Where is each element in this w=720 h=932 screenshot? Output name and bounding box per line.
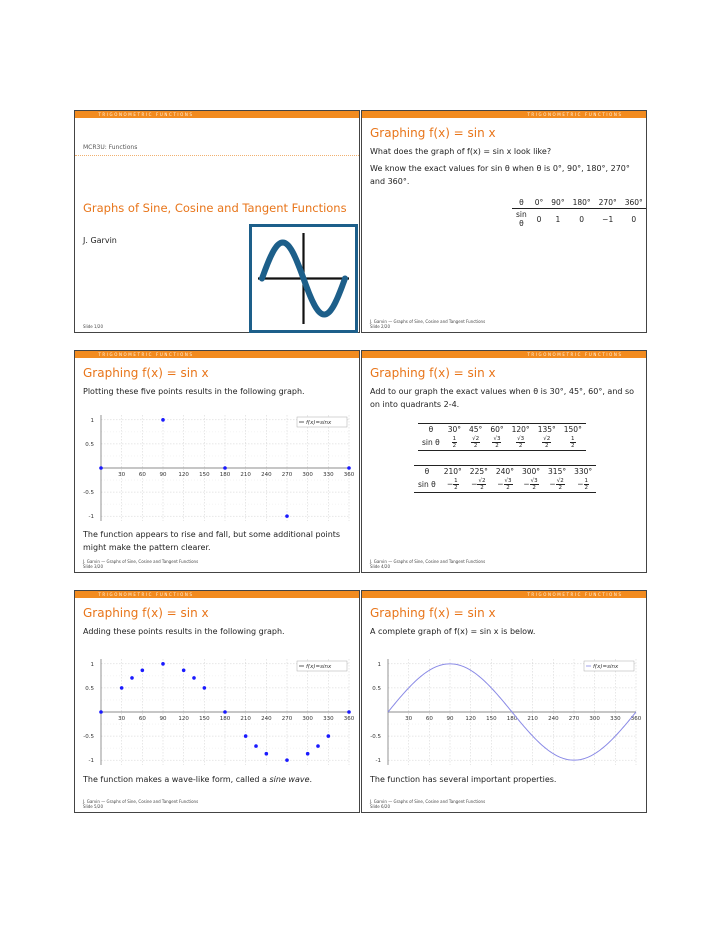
x-tick-label: 60 (138, 472, 146, 478)
explanation: We know the exact values for sin θ when θ is 0°, 90°, 180°, 270° and 360°. (370, 164, 630, 186)
intro-text: A complete graph of f(x) = sin x is below. (370, 627, 536, 636)
x-tick-label: 150 (199, 472, 210, 478)
x-tick-label: 240 (261, 716, 272, 722)
slide-footer: J. Garvin — Graphs of Sine, Cosine and Tangent Functions Slide 2/20 (370, 319, 486, 329)
question: What does the graph of f(x) = sin x look like? (370, 147, 552, 156)
x-tick-label: 300 (589, 716, 600, 722)
x-tick-label: 150 (486, 716, 497, 722)
sin-row: sin θ − $\frac{1}{2}$ − $\frac{√2}{2}$ − $\frac{√3}{2}$ − $\frac{√3}{2}$ − $\frac{√2}{2}$ − $\frac{1}{2}$ (414, 477, 596, 493)
data-point (141, 668, 145, 672)
y-tick-label: 0.5 (372, 685, 381, 692)
data-point (265, 752, 269, 756)
data-point (161, 418, 165, 422)
theta-row: θ 30° 45° 60° 120° 135° 150° (418, 424, 586, 436)
y-tick-label: 1 (90, 661, 94, 668)
x-tick-label: 270 (281, 716, 293, 722)
legend (297, 417, 347, 427)
x-tick-label: 120 (178, 472, 189, 478)
x-tick-label: 360 (343, 716, 355, 722)
sine-points-graph (79, 409, 357, 527)
y-tick-label: -1 (88, 514, 94, 521)
x-tick-label: 120 (465, 716, 476, 722)
presentation-title: Graphs of Sine, Cosine and Tangent Functions (83, 201, 347, 215)
y-tick-label: 1 (377, 661, 381, 668)
slide-footer: J. Garvin — Graphs of Sine, Cosine and Tangent Functions Slide 6/20 (370, 799, 486, 809)
data-point (120, 686, 124, 690)
x-tick-label: 300 (302, 472, 313, 478)
data-point (306, 752, 310, 756)
y-tick-label: 0.5 (85, 685, 94, 692)
author: J. Garvin (83, 236, 117, 245)
data-point (130, 676, 134, 680)
data-point (316, 744, 320, 748)
data-point (347, 466, 351, 470)
header-bar: TRIGONOMETRIC FUNCTIONS (362, 591, 646, 598)
x-tick-label: 330 (323, 472, 334, 478)
x-tick-label: 180 (219, 716, 231, 722)
header-bar: TRIGONOMETRIC FUNCTIONS (75, 591, 359, 598)
sine-wave-term: sine wave (269, 775, 310, 784)
x-tick-label: 240 (261, 472, 272, 478)
legend-label: f(x)=sinx (593, 664, 619, 670)
observation-text: The function has several important properties. (370, 775, 557, 784)
data-point (203, 686, 207, 690)
x-tick-label: 60 (425, 716, 433, 722)
legend-label: f(x)=sinx (306, 664, 332, 670)
slide-3 (74, 350, 360, 573)
data-point (285, 758, 289, 762)
intro-text: Adding these points results in the following graph. (83, 627, 285, 636)
sine-wave-logo-icon (252, 227, 355, 330)
y-tick-label: -0.5 (370, 734, 381, 741)
values-table-q3-q4 (414, 465, 596, 493)
x-tick-label: 330 (610, 716, 621, 722)
x-tick-label: 210 (527, 716, 538, 722)
sine-wave-logo (249, 224, 358, 333)
data-point (99, 710, 103, 714)
data-point (347, 710, 351, 714)
slide-title: Graphing f(x) = sin x (370, 366, 496, 380)
x-tick-label: 90 (446, 716, 454, 722)
x-tick-label: 210 (240, 472, 251, 478)
legend-label: f(x)=sinx (306, 420, 332, 426)
slide-title: Graphing f(x) = sin x (370, 126, 496, 140)
slide-footer: J. Garvin — Graphs of Sine, Cosine and Tangent Functions Slide 3/20 (83, 559, 199, 569)
slide-5 (74, 590, 360, 813)
x-tick-label: 360 (630, 716, 642, 722)
data-point (327, 734, 331, 738)
slide-text: Add to our graph the exact values when θ is 30°, 45°, 60°, and so on into quadrants 2-4. (370, 387, 635, 409)
x-tick-label: 270 (568, 716, 580, 722)
legend (584, 661, 634, 671)
y-tick-label: -1 (375, 758, 381, 765)
x-tick-label: 240 (548, 716, 559, 722)
x-tick-label: 30 (118, 472, 126, 478)
header-bar: TRIGONOMETRIC FUNCTIONS (362, 111, 646, 118)
slide-footer: J. Garvin — Graphs of Sine, Cosine and Tangent Functions Slide 4/20 (370, 559, 486, 569)
slide-2 (361, 110, 647, 333)
x-tick-label: 30 (405, 716, 413, 722)
values-table-q1-q2 (418, 423, 586, 451)
header-bar: TRIGONOMETRIC FUNCTIONS (75, 351, 359, 358)
course-label: MCR3U: Functions (83, 144, 138, 151)
x-tick-label: 360 (343, 472, 355, 478)
legend (297, 661, 347, 671)
sine-curve-graph (366, 653, 644, 771)
header-bar: TRIGONOMETRIC FUNCTIONS (362, 351, 646, 358)
x-tick-label: 180 (506, 716, 518, 722)
y-tick-label: 0.5 (85, 441, 94, 448)
x-tick-label: 150 (199, 716, 210, 722)
values-table (512, 197, 647, 229)
intro-text: Plotting these five points results in the following graph. (83, 387, 305, 396)
sin-row: sin θ 0 1 0 −1 0 (516, 210, 637, 228)
slide-title: Graphing f(x) = sin x (370, 606, 496, 620)
divider (75, 155, 359, 156)
data-point (223, 710, 227, 714)
y-tick-label: -1 (88, 758, 94, 765)
data-point (99, 466, 103, 470)
x-tick-label: 60 (138, 716, 146, 722)
slide-footer: J. Garvin — Graphs of Sine, Cosine and Tangent Functions Slide 5/20 (83, 799, 199, 809)
slide-title: Graphing f(x) = sin x (83, 606, 209, 620)
sin-row: sin θ $\frac{1}{2}$ $\frac{√2}{2}$ $\frac{√3}{2}$ $\frac{√3}{2}$ $\frac{√2}{2}$ $\frac{1}{2}$ (418, 435, 586, 451)
data-point (161, 662, 165, 666)
x-tick-label: 120 (178, 716, 189, 722)
data-point (254, 744, 258, 748)
x-tick-label: 300 (302, 716, 313, 722)
y-tick-label: -0.5 (83, 490, 94, 497)
theta-row: θ 210° 225° 240° 300° 315° 330° (414, 466, 596, 478)
data-point (285, 514, 289, 518)
slide-text (370, 145, 640, 188)
y-tick-label: 1 (90, 417, 94, 424)
observation-text: The function makes a wave-like form, called a sine wave. (83, 775, 313, 784)
data-point (182, 668, 186, 672)
data-point (192, 676, 196, 680)
header-bar: TRIGONOMETRIC FUNCTIONS (75, 111, 359, 118)
x-tick-label: 90 (159, 472, 167, 478)
y-tick-label: -0.5 (83, 734, 94, 741)
sine-more-points-graph (79, 653, 357, 771)
x-tick-label: 90 (159, 716, 167, 722)
x-tick-label: 180 (219, 472, 231, 478)
slide-title: Graphing f(x) = sin x (83, 366, 209, 380)
x-tick-label: 330 (323, 716, 334, 722)
theta-row: θ 0° 90° 180° 270° 360° (512, 197, 647, 209)
slide-6 (361, 590, 647, 813)
observation-text: The function appears to rise and fall, but some additional points might make the pattern clearer. (83, 530, 341, 552)
slide-number: Slide 1/20 (83, 324, 104, 329)
x-tick-label: 210 (240, 716, 251, 722)
data-point (244, 734, 248, 738)
slide-4 (361, 350, 647, 573)
x-tick-label: 270 (281, 472, 293, 478)
x-tick-label: 30 (118, 716, 126, 722)
data-point (223, 466, 227, 470)
